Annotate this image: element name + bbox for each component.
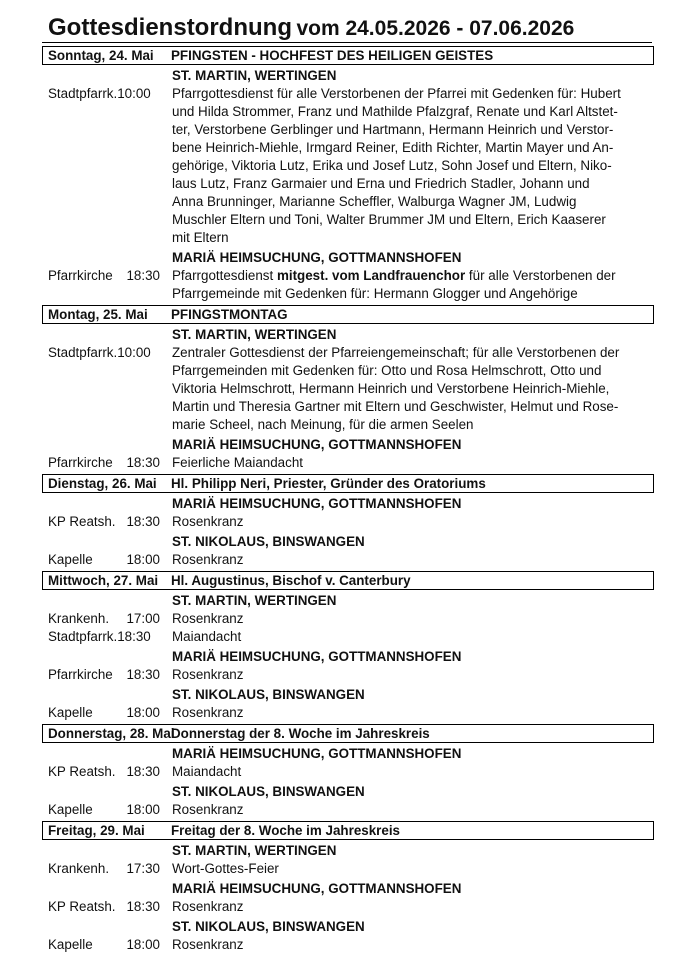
- entry-place: [42, 139, 172, 157]
- day-header: [42, 821, 654, 840]
- entry-row: [42, 267, 654, 285]
- entry-row: [42, 416, 654, 434]
- day-date: Sonntag, 24. Mai: [48, 48, 154, 63]
- place-name: Krankenh.: [48, 861, 110, 876]
- description-text: Rosenkranz: [172, 552, 244, 567]
- entry-time: 18:00: [126, 705, 160, 720]
- entry-place: [42, 860, 172, 878]
- entry-description: [172, 211, 642, 229]
- day-date: Montag, 25. Mai: [48, 307, 148, 322]
- day-feast: PFINGSTMONTAG: [171, 307, 288, 322]
- description-text: Anna Brunninger, Marianne Scheffler, Walburga Wagner JM, Ludwig: [172, 194, 577, 209]
- entry-description: [172, 860, 642, 878]
- church-block: [42, 590, 654, 646]
- church-block: [42, 878, 654, 916]
- entry-place: [42, 229, 172, 247]
- entry-place: [42, 344, 172, 362]
- church-name: MARIÄ HEIMSUCHUNG, GOTTMANNSHOFEN: [172, 746, 462, 761]
- day-date: Dienstag, 26. Mai: [48, 476, 157, 491]
- entry-place: [42, 628, 172, 646]
- church-block: [42, 65, 654, 247]
- entry-description: [172, 454, 642, 472]
- entry-row: [42, 229, 654, 247]
- entry-place: [42, 85, 172, 103]
- church-name: ST. NIKOLAUS, BINSWANGEN: [172, 784, 365, 799]
- entry-row: [42, 362, 654, 380]
- entry-place: [42, 454, 172, 472]
- church-name: ST. MARTIN, WERTINGEN: [172, 68, 337, 83]
- church-name: MARIÄ HEIMSUCHUNG, GOTTMANNSHOFEN: [172, 649, 462, 664]
- description-text: Pfarrgemeinde mit Gedenken für: Hermann Glogger und Angehörige: [172, 286, 578, 301]
- description-text: marie Scheel, nach Meinung, für die armen Seelen: [172, 417, 474, 432]
- description-text: Pfarrgottesdienst: [172, 268, 277, 283]
- entry-description: [172, 85, 642, 103]
- entry-place: [42, 513, 172, 531]
- description-text: laus Lutz, Franz Garmaier und Erna und Friedrich Stadler, Johann und: [172, 176, 590, 191]
- place-name: Pfarrkirche: [48, 667, 113, 682]
- entry-row: [42, 103, 654, 121]
- entry-description: [172, 704, 642, 722]
- church-block: [42, 493, 654, 531]
- title-main: Gottesdienstordnung: [48, 14, 292, 41]
- entry-row: [42, 398, 654, 416]
- entry-time: 18:30: [126, 268, 160, 283]
- entry-row: [42, 139, 654, 157]
- place-name: Pfarrkirche: [48, 268, 113, 283]
- entry-row: [42, 454, 654, 472]
- church-name: ST. MARTIN, WERTINGEN: [172, 327, 337, 342]
- church-block: [42, 781, 654, 819]
- place-name: KP Reatsh.: [48, 764, 116, 779]
- entry-row: [42, 285, 654, 303]
- place-name: Stadtpfarrk.: [48, 86, 118, 101]
- place-name: Kapelle: [48, 552, 93, 567]
- entry-place: [42, 157, 172, 175]
- entry-time: 10:00: [117, 345, 151, 360]
- entry-place: [42, 267, 172, 285]
- entry-row: [42, 898, 654, 916]
- description-text: Rosenkranz: [172, 802, 244, 817]
- entry-description: [172, 344, 642, 362]
- entry-place: [42, 103, 172, 121]
- schedule: [42, 44, 654, 954]
- entry-description: [172, 139, 642, 157]
- description-text: Rosenkranz: [172, 705, 244, 720]
- church-name: MARIÄ HEIMSUCHUNG, GOTTMANNSHOFEN: [172, 437, 462, 452]
- entry-time: 18:00: [126, 937, 160, 952]
- description-text: Rosenkranz: [172, 899, 244, 914]
- entry-description: [172, 513, 642, 531]
- place-name: Kapelle: [48, 705, 93, 720]
- entry-time: 18:30: [126, 899, 160, 914]
- place-name: KP Reatsh.: [48, 899, 116, 914]
- entry-time: 18:30: [126, 764, 160, 779]
- entry-description: [172, 416, 642, 434]
- place-name: KP Reatsh.: [48, 514, 116, 529]
- entry-place: [42, 801, 172, 819]
- entry-description: [172, 936, 642, 954]
- entry-row: [42, 344, 654, 362]
- church-name: ST. MARTIN, WERTINGEN: [172, 593, 337, 608]
- description-text: Rosenkranz: [172, 937, 244, 952]
- description-text: Maiandacht: [172, 764, 242, 779]
- description-bold: mitgest. vom Landfrauenchor: [276, 268, 466, 283]
- entry-row: [42, 157, 654, 175]
- entry-description: [172, 121, 642, 139]
- place-name: Stadtpfarrk.: [48, 345, 118, 360]
- church-block: [42, 646, 654, 684]
- entry-description: [172, 398, 642, 416]
- entry-time: 18:00: [126, 802, 160, 817]
- entry-description: [172, 898, 642, 916]
- description-text: Wort-Gottes-Feier: [172, 861, 279, 876]
- entry-time: 18:30: [126, 455, 160, 470]
- description-text: Feierliche Maiandacht: [172, 455, 303, 470]
- church-name: ST. NIKOLAUS, BINSWANGEN: [172, 687, 365, 702]
- entry-description: [172, 801, 642, 819]
- day-header: [42, 724, 654, 743]
- entry-place: [42, 285, 172, 303]
- entry-row: [42, 801, 654, 819]
- entry-place: [42, 175, 172, 193]
- description-text: Rosenkranz: [172, 667, 244, 682]
- entry-description: [172, 362, 642, 380]
- church-name: ST. NIKOLAUS, BINSWANGEN: [172, 534, 365, 549]
- day-date: Freitag, 29. Mai: [48, 823, 145, 838]
- description-text: Muschler Eltern und Toni, Walter Brummer JM und Eltern, Erich Kaaserer: [172, 212, 606, 227]
- description-text: Rosenkranz: [172, 514, 244, 529]
- day-date: Donnerstag, 28. Mai: [48, 726, 175, 741]
- entry-row: [42, 513, 654, 531]
- entry-row: [42, 193, 654, 211]
- entry-row: [42, 211, 654, 229]
- church-block: [42, 324, 654, 434]
- church-block: [42, 743, 654, 781]
- entry-description: [172, 193, 642, 211]
- place-name: Stadtpfarrk.: [48, 629, 118, 644]
- church-name: MARIÄ HEIMSUCHUNG, GOTTMANNSHOFEN: [172, 496, 462, 511]
- entry-row: [42, 175, 654, 193]
- description-text: mit Eltern: [172, 230, 229, 245]
- entry-description: [172, 157, 642, 175]
- title-rule: [42, 42, 652, 43]
- entry-description: [172, 666, 642, 684]
- day-header: [42, 305, 654, 324]
- description-text: und Hilda Strommer, Franz und Mathilde Pfalzgraf, Renate und Karl Altstet-: [172, 104, 618, 119]
- description-text: für alle Verstorbenen der: [465, 268, 616, 283]
- day-feast: Donnerstag der 8. Woche im Jahreskreis: [171, 726, 430, 741]
- entry-description: [172, 103, 642, 121]
- description-text: Maiandacht: [172, 629, 242, 644]
- description-text: Viktoria Helmschrott, Hermann Heinrich und Verstorbene Heinrich-Miehle,: [172, 381, 610, 396]
- entry-place: [42, 936, 172, 954]
- church-name: MARIÄ HEIMSUCHUNG, GOTTMANNSHOFEN: [172, 250, 462, 265]
- entry-description: [172, 267, 642, 285]
- entry-time: 17:00: [126, 611, 160, 626]
- entry-time: 10:00: [117, 86, 151, 101]
- church-block: [42, 684, 654, 722]
- description-text: Rosenkranz: [172, 611, 244, 626]
- entry-place: [42, 416, 172, 434]
- entry-description: [172, 175, 642, 193]
- description-text: Zentraler Gottesdienst der Pfarreiengemeinschaft; für alle Verstorbenen der: [172, 345, 620, 360]
- entry-row: [42, 936, 654, 954]
- entry-time: 18:30: [126, 667, 160, 682]
- entry-row: [42, 610, 654, 628]
- entry-place: [42, 362, 172, 380]
- entry-place: [42, 898, 172, 916]
- place-name: Pfarrkirche: [48, 455, 113, 470]
- description-text: gehörige, Viktoria Lutz, Erika und Josef Lutz, Sohn Josef und Eltern, Niko-: [172, 158, 612, 173]
- title-date-range: vom 24.05.2026 - 07.06.2026: [296, 17, 575, 40]
- entry-place: [42, 193, 172, 211]
- description-text: bene Heinrich-Miehle, Irmgard Reiner, Edith Richter, Martin Mayer und An-: [172, 140, 614, 155]
- entry-row: [42, 628, 654, 646]
- church-block: [42, 434, 654, 472]
- description-text: ter, Verstorbene Gerblinger und Hartmann, Hermann Heinrich und Verstor-: [172, 122, 614, 137]
- entry-time: 18:30: [117, 629, 151, 644]
- day-header: [42, 474, 654, 493]
- entry-row: [42, 121, 654, 139]
- entry-description: [172, 763, 642, 781]
- entry-time: 18:00: [126, 552, 160, 567]
- description-text: Pfarrgottesdienst für alle Verstorbenen der Pfarrei mit Gedenken für: Hubert: [172, 86, 621, 101]
- entry-place: [42, 380, 172, 398]
- entry-place: [42, 398, 172, 416]
- entry-place: [42, 763, 172, 781]
- church-block: [42, 916, 654, 954]
- entry-time: 17:30: [126, 861, 160, 876]
- entry-description: [172, 628, 642, 646]
- description-text: Martin und Theresia Gartner mit Eltern und Geschwister, Helmut und Rose-: [172, 399, 619, 414]
- entry-time: 18:30: [126, 514, 160, 529]
- entry-description: [172, 610, 642, 628]
- entry-description: [172, 380, 642, 398]
- entry-row: [42, 551, 654, 569]
- church-block: [42, 531, 654, 569]
- entry-description: [172, 285, 642, 303]
- day-feast: Hl. Philipp Neri, Priester, Gründer des Oratoriums: [171, 476, 486, 491]
- place-name: Kapelle: [48, 802, 93, 817]
- page-title: [48, 14, 574, 45]
- entry-row: [42, 704, 654, 722]
- day-header: [42, 46, 654, 65]
- entry-row: [42, 380, 654, 398]
- entry-place: [42, 704, 172, 722]
- church-name: MARIÄ HEIMSUCHUNG, GOTTMANNSHOFEN: [172, 881, 462, 896]
- entry-place: [42, 610, 172, 628]
- day-feast: PFINGSTEN - HOCHFEST DES HEILIGEN GEISTES: [171, 48, 494, 63]
- description-text: Pfarrgemeinden mit Gedenken für: Otto und Rosa Helmschrott, Otto und: [172, 363, 602, 378]
- entry-description: [172, 551, 642, 569]
- church-block: [42, 247, 654, 303]
- place-name: Krankenh.: [48, 611, 110, 626]
- day-feast: Freitag der 8. Woche im Jahreskreis: [171, 823, 400, 838]
- day-feast: Hl. Augustinus, Bischof v. Canterbury: [171, 573, 411, 588]
- day-header: [42, 571, 654, 590]
- entry-row: [42, 666, 654, 684]
- entry-row: [42, 763, 654, 781]
- entry-place: [42, 551, 172, 569]
- entry-row: [42, 860, 654, 878]
- entry-place: [42, 121, 172, 139]
- place-name: Kapelle: [48, 937, 93, 952]
- entry-place: [42, 211, 172, 229]
- entry-place: [42, 666, 172, 684]
- day-date: Mittwoch, 27. Mai: [48, 573, 159, 588]
- entry-description: [172, 229, 642, 247]
- entry-row: [42, 85, 654, 103]
- church-name: ST. MARTIN, WERTINGEN: [172, 843, 337, 858]
- church-name: ST. NIKOLAUS, BINSWANGEN: [172, 919, 365, 934]
- church-block: [42, 840, 654, 878]
